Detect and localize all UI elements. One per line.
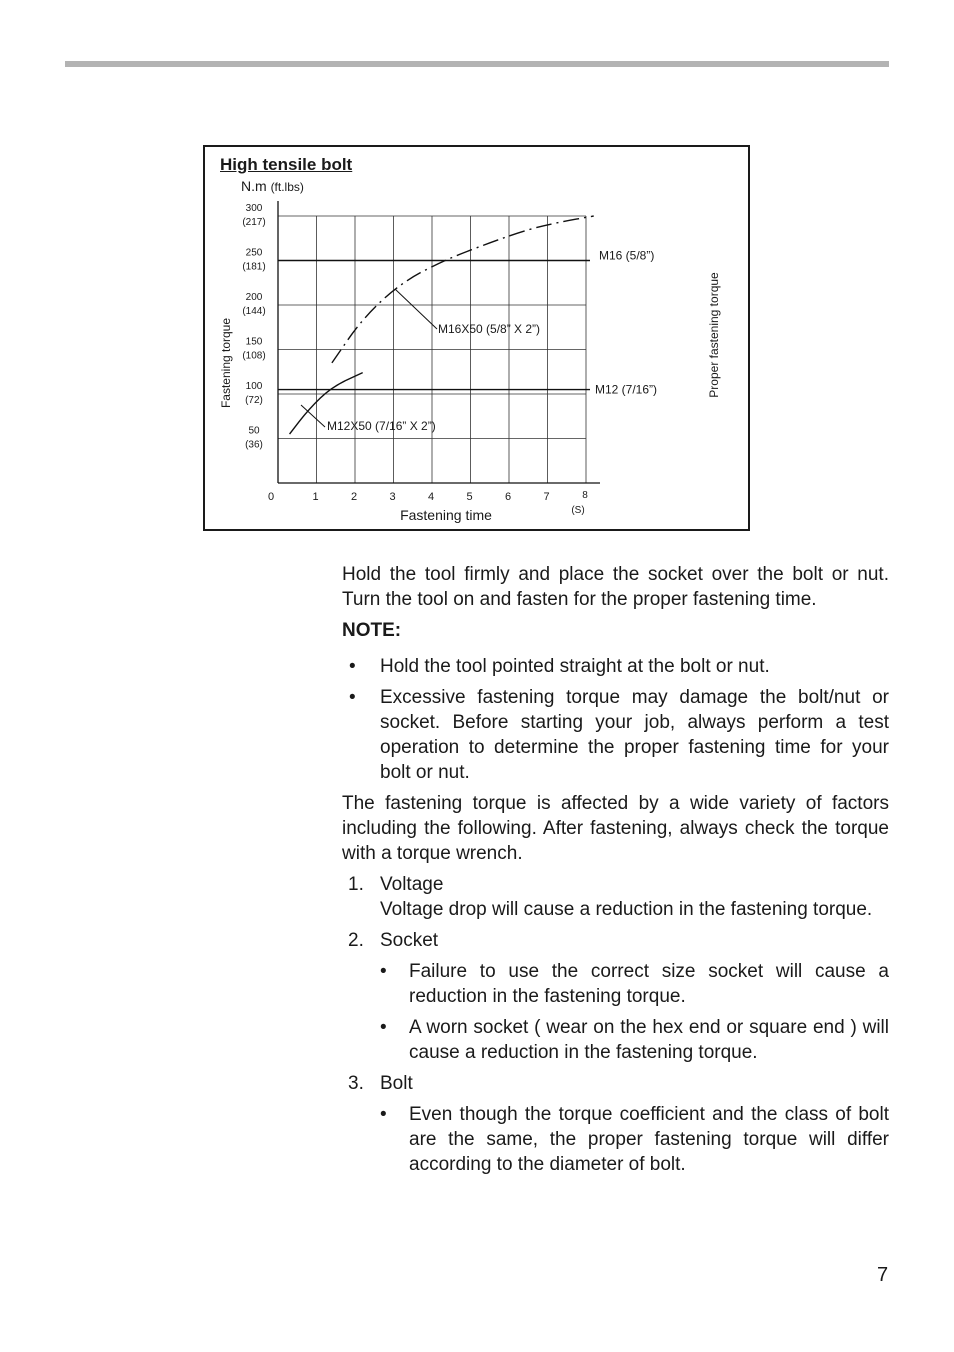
note-item: [342, 654, 889, 679]
y-tick-label: 250: [245, 247, 263, 259]
x-tick-label: 6: [504, 491, 512, 503]
note-heading: NOTE:: [342, 620, 402, 641]
note-item: [342, 685, 889, 785]
ref-label-m16: M16 (5/8”): [599, 248, 655, 263]
ref-label-m12: M12 (7/16”): [595, 382, 658, 397]
y-tick-label: 150: [245, 336, 263, 348]
y-tick-sublabel: (181): [242, 261, 266, 273]
x-tick-label: 7: [543, 491, 550, 503]
chart-title: High tensile bolt: [220, 155, 353, 174]
bullet: •: [380, 1017, 387, 1038]
x-axis-unit: (S): [571, 505, 585, 516]
y-tick-label: 300: [245, 203, 263, 214]
series-label-m12x50: M12X50 (7/16” X 2”): [327, 419, 436, 433]
factor-description: Voltage drop will cause a reduction in the fastening torque.: [380, 899, 873, 920]
intro-paragraph: Hold the tool firmly and place the socket over the bolt or nut. Turn the tool on and fasten for the proper fastening time.: [342, 564, 889, 610]
y-tick-sublabel: (72): [245, 395, 263, 406]
factors-intro: The fastening torque is affected by a wide variety of factors including the following. After fastening, always check the torque with a torque wrench.: [342, 793, 889, 864]
socket-bullet: [342, 959, 889, 1009]
chart-grid: [278, 216, 586, 483]
instructions-text: [342, 562, 889, 1183]
leader-line: [301, 405, 325, 427]
bullet: •: [380, 1104, 387, 1125]
right-axis-label: Proper fastening torque: [707, 272, 721, 398]
bolt-bullet: [342, 1102, 889, 1177]
factor-number: 3.: [348, 1073, 364, 1094]
leader-line: [395, 289, 437, 329]
factor-socket: [342, 928, 889, 953]
y-axis-label: Fastening torque: [219, 317, 233, 409]
y-tick-label: 50: [248, 425, 260, 437]
x-axis-label: Fastening time: [400, 507, 492, 523]
factor-number: 1.: [348, 874, 364, 895]
chart-axes: [278, 201, 600, 483]
bullet: •: [380, 961, 387, 982]
series-m16x50-curve: [332, 216, 594, 363]
factor-number: 2.: [348, 930, 364, 951]
y-tick-labels: [242, 203, 265, 451]
chart-annotations: [301, 249, 657, 434]
factor-title: Bolt: [380, 1073, 413, 1094]
x-tick-label: 4: [427, 491, 435, 503]
torque-chart-figure: [203, 145, 750, 531]
note-text: Excessive fastening torque may damage the bolt/nut or socket. Before starting your job, always perform a test operation to determine the proper fastening time for your bolt or nut.: [380, 687, 889, 783]
y-tick-sublabel: (36): [245, 439, 263, 451]
x-tick-label: 1: [312, 491, 319, 503]
x-tick-label: 0: [267, 491, 275, 503]
bullet: •: [349, 656, 356, 677]
x-tick-label: 2: [350, 491, 358, 503]
factor-title: Voltage: [380, 874, 444, 895]
factor-voltage: [342, 872, 889, 922]
socket-bullet-text: Failure to use the correct size socket will cause a reduction in the fastening torque.: [409, 961, 889, 1007]
factor-bolt: [342, 1071, 889, 1096]
x-tick-labels: [268, 490, 588, 503]
y-tick-sublabel: (144): [242, 306, 266, 317]
y-tick-label: 200: [245, 292, 263, 303]
x-tick-label: 8: [582, 490, 588, 501]
factor-title: Socket: [380, 930, 439, 951]
y-unit-sub: (ft.lbs): [270, 180, 304, 194]
y-tick-label: 100: [245, 381, 263, 392]
reference-lines: [278, 261, 590, 390]
x-tick-label: 5: [466, 491, 473, 503]
x-tick-label: 3: [389, 491, 396, 503]
y-tick-sublabel: (108): [242, 350, 266, 362]
bolt-bullet-text: Even though the torque coefficient and the class of bolt are the same, the proper fastening torque will differ according to the diameter of bolt.: [409, 1104, 889, 1175]
socket-bullet: [342, 1015, 889, 1065]
y-tick-sublabel: (217): [242, 217, 266, 228]
series-label-m16x50: M16X50 (5/8” X 2”): [438, 322, 541, 336]
bullet: •: [349, 687, 356, 708]
y-unit-main: N.m: [241, 178, 267, 194]
socket-bullet-text: A worn socket ( wear on the hex end or square end ) will cause a reduction in the fastening torque.: [409, 1017, 889, 1063]
torque-chart: [205, 147, 748, 529]
page-number: 7: [877, 1264, 889, 1286]
top-rule: [65, 61, 889, 67]
note-text: Hold the tool pointed straight at the bolt or nut.: [380, 656, 770, 677]
